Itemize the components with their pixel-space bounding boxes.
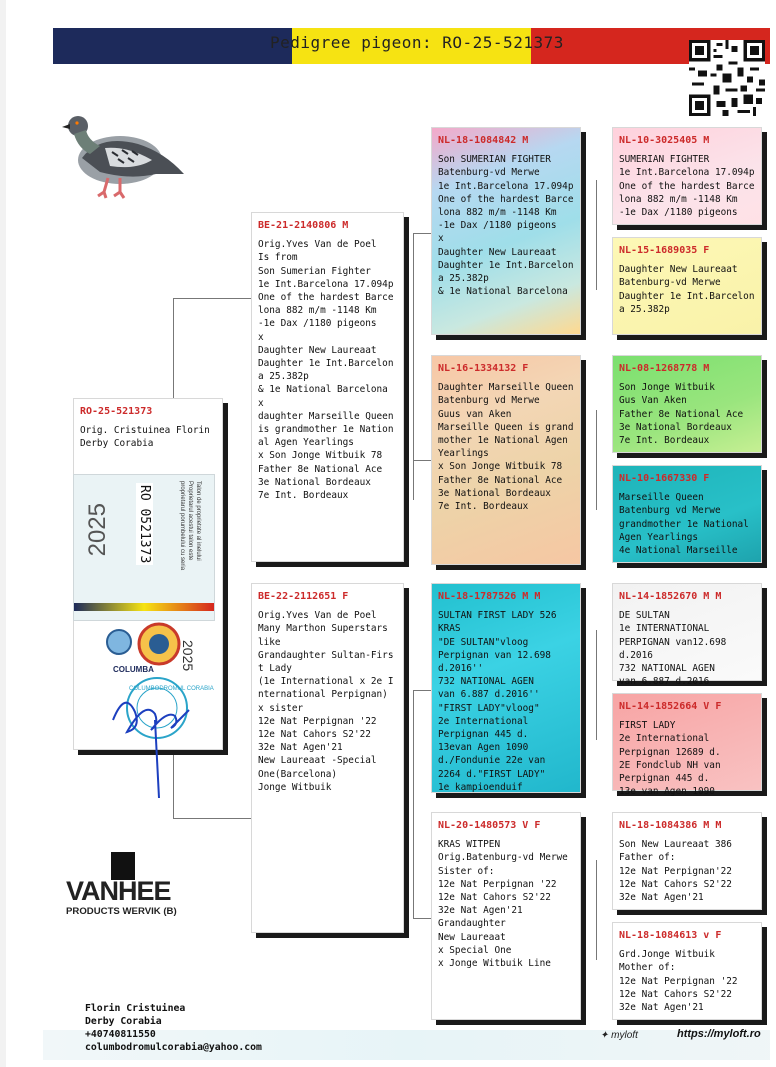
contact-email[interactable]: columbodromulcorabia@yahoo.com bbox=[85, 1042, 262, 1053]
stamp-year-left: 2025 bbox=[84, 503, 111, 557]
connector-line bbox=[413, 460, 431, 461]
ring-number: NL-08-1268778 M bbox=[619, 363, 710, 374]
signature-icon bbox=[105, 680, 200, 800]
granddam-paternal-card[interactable] bbox=[431, 355, 581, 565]
connector-line bbox=[413, 690, 431, 691]
connector-line bbox=[413, 233, 431, 234]
connector-line bbox=[413, 918, 431, 919]
pedigree-text: KRAS WITPEN Orig.Batenburg-vd Merwe Sister of: 12e Nat Perpignan '22 12e Nat Cahors S2'22 32e Nat Agen'21 Grandaughter New Laureaat x Special One x Jonge Witbuik Line bbox=[438, 839, 568, 970]
myloft-url-link[interactable]: https://myloft.ro bbox=[677, 1028, 761, 1040]
vanhee-brand-name: VANHEE bbox=[66, 876, 171, 906]
grandsire-paternal-card[interactable] bbox=[431, 127, 581, 335]
myloft-brand: myloft bbox=[611, 1030, 638, 1041]
pedigree-text: SULTAN FIRST LADY 526 KRAS "DE SULTAN"vloog Perpignan van 12.698 d.2016'' 732 NATIONAL AGEN van 6.887 d.2016'' "FIRST LADY"vloog" 2e International Perpignan 445 d. 13evan Agen 1090 d./Fondunie 22e van 2264 d."FIRST LADY" 1e kampioenduif bbox=[438, 610, 557, 793]
ancestor-card[interactable] bbox=[612, 922, 762, 1020]
pedigree-text: Son New Laureaat 386 Father of: 12e Nat Perpignan'22 12e Nat Cahors S2'22 32e Nat Agen'21 bbox=[619, 839, 732, 904]
myloft-logo bbox=[600, 1030, 638, 1041]
stamp-ring-number: RO 0521373 bbox=[137, 485, 152, 564]
ring-number: NL-18-1084842 M bbox=[438, 135, 529, 146]
ring-number: NL-18-1084386 M M bbox=[619, 820, 722, 831]
ring-certificate-stamp bbox=[73, 474, 215, 621]
pedigree-text: Daughter New Laureaat Batenburg-vd Merwe Daughter 1e Int.Barcelon a 25.382p bbox=[619, 264, 755, 315]
pedigree-text: SUMERIAN FIGHTER 1e Int.Barcelona 17.094p One of the hardest Barce lona 882 m/m -1148 Km -1e Dax /1180 pigeons bbox=[619, 154, 755, 219]
ring-number: NL-14-1852664 V F bbox=[619, 701, 722, 712]
sire-card[interactable] bbox=[251, 212, 404, 562]
pedigree-text: FIRST LADY 2e International Perpignan 12689 d. 2E Fondclub NH van Perpignan 445 d. 13e van Agen 1090 bbox=[619, 720, 721, 798]
contact-loft: Derby Corabia bbox=[85, 1016, 162, 1027]
ancestor-card[interactable] bbox=[612, 355, 762, 453]
stamp-brand: COLUMBA bbox=[113, 665, 154, 674]
vanhee-subtitle: PRODUCTS WERVIK (B) bbox=[66, 906, 177, 917]
contact-name: Florin Cristuinea bbox=[85, 1003, 186, 1014]
subject-text: Orig. Cristuinea Florin Derby Corabia bbox=[80, 425, 210, 450]
ring-number: NL-16-1334132 F bbox=[438, 363, 529, 374]
pedigree-text: Son SUMERIAN FIGHTER Batenburg-vd Merwe 1e Int.Barcelona 17.094p One of the hardest Barce lona 882 m/m -1148 Km -1e Dax /1180 pigeons x Daughter New Laureaat Daughter 1e Int.Barcelon a 25.382p & 1e National Barcelona bbox=[438, 154, 574, 298]
pedigree-text: Daughter Marseille Queen Batenburg vd Merwe Guus van Aken Marseille Queen is grand mother 1e National Agen Yearlings x Son Jonge Witbuik 78 Father 8e National Ace 3e National Bordeaux 7e Int. Bordeaux bbox=[438, 382, 574, 513]
stamp-vertical-text: Talon de proprietate al inelului Proprietarul acestui talon este proprietarul porumbelului cu seria bbox=[179, 481, 201, 571]
grandsire-maternal-card[interactable] bbox=[431, 583, 581, 793]
page-edge bbox=[0, 0, 6, 1067]
dam-ring-number: BE-22-2112651 F bbox=[258, 591, 349, 602]
connector-line bbox=[596, 630, 597, 740]
connector-line bbox=[596, 180, 597, 290]
connector-line bbox=[413, 690, 414, 918]
pigeon-illustration-icon bbox=[60, 88, 190, 218]
subject-ring-number: RO-25-521373 bbox=[80, 406, 153, 417]
ancestor-card[interactable] bbox=[612, 237, 762, 335]
ancestor-card[interactable] bbox=[612, 465, 762, 563]
granddam-maternal-card[interactable] bbox=[431, 812, 581, 1020]
flag-blue bbox=[53, 28, 292, 64]
pedigree-text: DE SULTAN 1e INTERNATIONAL PERPIGNAN van12.698 d.2016 732 NATIONAL AGEN van 6.887 d.2016 bbox=[619, 610, 727, 688]
ancestor-card[interactable] bbox=[612, 693, 762, 798]
ancestor-card[interactable] bbox=[612, 127, 762, 225]
connector-line bbox=[596, 410, 597, 510]
contact-block bbox=[85, 1002, 262, 1054]
vanhee-logo bbox=[66, 852, 196, 922]
ring-number: NL-10-3025405 M bbox=[619, 135, 710, 146]
seal-text: COLUMBODROMUL CORABIA bbox=[129, 686, 214, 692]
stamp-year-right: 2025 bbox=[180, 640, 196, 672]
connector-line bbox=[173, 818, 251, 819]
qr-code-icon[interactable] bbox=[689, 40, 765, 116]
connector-line bbox=[596, 860, 597, 960]
ring-number: NL-15-1689035 F bbox=[619, 245, 710, 256]
sire-ring-number: BE-21-2140806 M bbox=[258, 220, 349, 231]
page-title: Pedigree pigeon: RO-25-521373 bbox=[270, 33, 564, 52]
dam-text: Orig.Yves Van de Poel Many Marthon Superstars like Grandaughter Sultan-Firs t Lady (1e International x 2e I nternational Perpignan) x sister 12e Nat Perpignan '22 12e Nat Cahors S2'22 32e Nat Agen'21 New Laureaat -Special One(Barcelona) Jonge Witbuik bbox=[258, 610, 394, 793]
sire-text: Orig.Yves Van de Poel Is from Son Sumerian Fighter 1e Int.Barcelona 17.094p One of the hardest Barce lona 882 m/m -1148 Km -1e Dax /1180 pigeons x Daughter New Laureaat Daughter 1e Int.Barcelon a 25.382p & 1e National Barcelona x daughter Marseille Queen is grandmother 1e Nation al Agen Yearlings x Son Jonge Witbuik 78 Father 8e National Ace 3e National Bordeaux 7e Int. Bordeaux bbox=[258, 239, 394, 502]
contact-phone[interactable]: +40740811550 bbox=[85, 1029, 156, 1040]
ancestor-card[interactable] bbox=[612, 812, 762, 910]
ring-number: NL-18-1084613 v F bbox=[619, 930, 722, 941]
pedigree-text: Grd.Jonge Witbuik Mother of: 12e Nat Perpignan '22 12e Nat Cahors S2'22 32e Nat Agen'21 bbox=[619, 949, 738, 1014]
pigeon-small-icon: ✦ bbox=[600, 1030, 612, 1041]
ring-number: NL-20-1480573 V F bbox=[438, 820, 541, 831]
ring-number: NL-14-1852670 M M bbox=[619, 591, 722, 602]
dam-card[interactable] bbox=[251, 583, 404, 933]
ring-number: NL-18-1787526 M M bbox=[438, 591, 541, 602]
stamp-color-bar bbox=[74, 603, 214, 611]
ancestor-card[interactable] bbox=[612, 583, 762, 688]
connector-line bbox=[173, 298, 251, 299]
pedigree-text: Son Jonge Witbuik Gus Van Aken Father 8e National Ace 3e National Bordeaux 7e Int. Bordeaux bbox=[619, 382, 744, 447]
pedigree-text: Marseille Queen Batenburg vd Merwe grandmother 1e National Agen Yearlings 4e National Marseille bbox=[619, 492, 749, 557]
ring-number: NL-10-1667330 F bbox=[619, 473, 710, 484]
